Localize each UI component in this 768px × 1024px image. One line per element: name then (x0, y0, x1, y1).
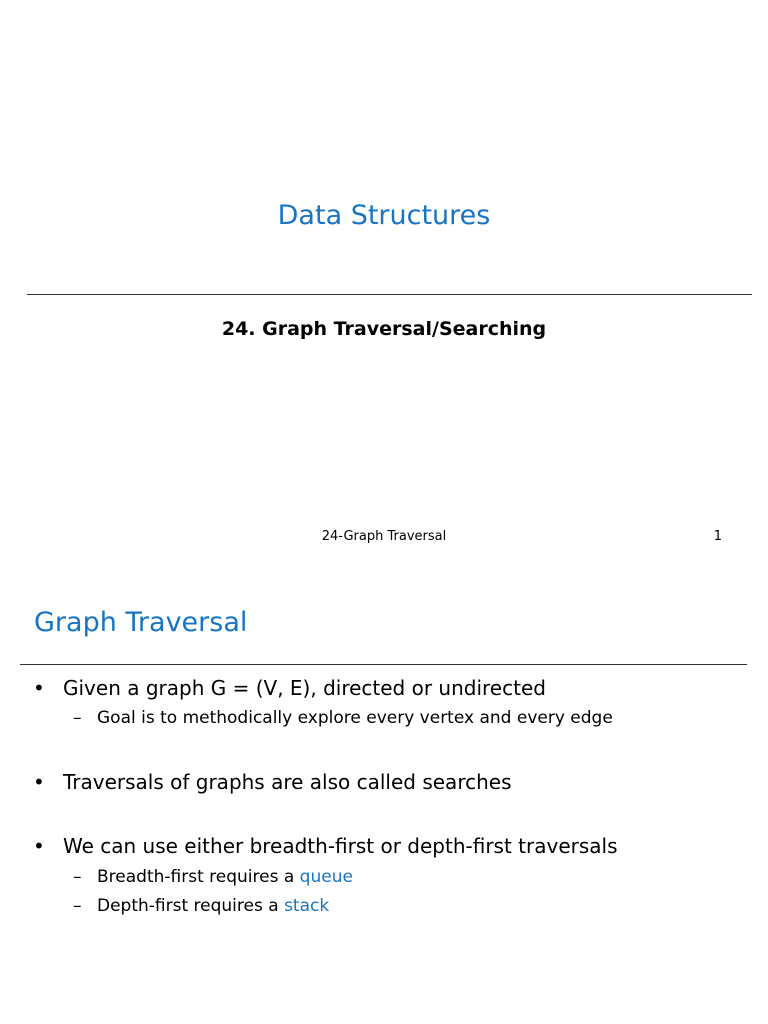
slide-footer-text: 24-Graph Traversal (321, 529, 447, 544)
slide-subtitle: 24. Graph Traversal/Searching (221, 318, 547, 340)
sub-bullet-marker: – (73, 867, 82, 887)
bullet-marker: • (33, 770, 45, 794)
bullet-item (33, 834, 618, 858)
sub-bullet-marker: – (73, 708, 82, 728)
highlight-term: queue (299, 867, 353, 887)
bullet-marker: • (33, 834, 45, 858)
bullet-marker: • (33, 676, 45, 700)
section-divider (20, 664, 747, 665)
bullet-item (33, 770, 512, 794)
sub-bullet-item (73, 896, 329, 916)
slide-page-number: 1 (713, 529, 722, 544)
sub-bullet-text: Depth-first requires a (97, 896, 285, 916)
highlight-term: stack (284, 896, 330, 916)
bullet-text: We can use either breadth-first or depth-first traversals (63, 834, 618, 858)
title-divider (27, 294, 752, 295)
section-title: Graph Traversal (34, 607, 248, 638)
sub-bullet-text: Goal is to methodically explore every vertex and every edge (97, 708, 613, 728)
sub-bullet-item (73, 708, 613, 728)
bullet-text: Given a graph G = (V, E), directed or undirected (63, 676, 546, 700)
bullet-item (33, 676, 546, 700)
sub-bullet-marker: – (73, 896, 82, 916)
slide-title: Data Structures (277, 200, 491, 231)
sub-bullet-text: Breadth-first requires a (97, 867, 300, 887)
bullet-text: Traversals of graphs are also called searches (63, 770, 512, 794)
sub-bullet-item (73, 867, 353, 887)
